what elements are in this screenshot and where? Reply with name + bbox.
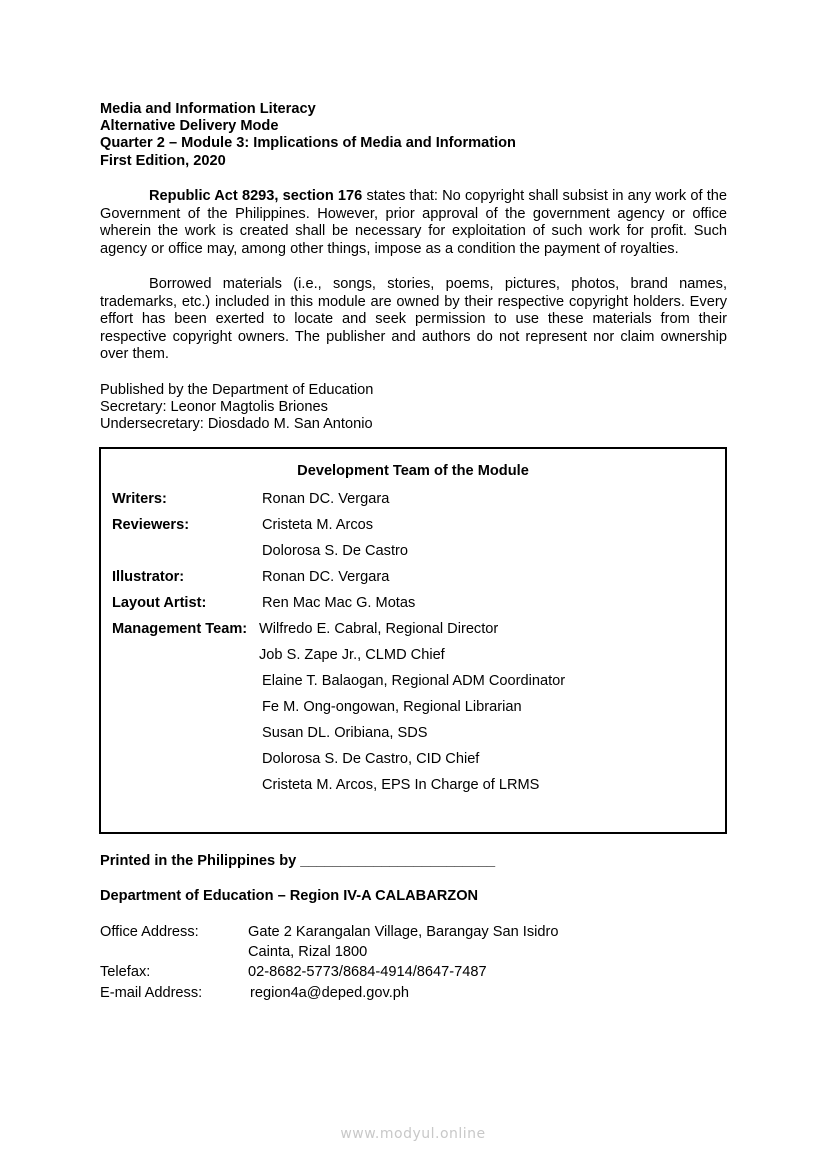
printed-by: Printed in the Philippines by ________________________: [100, 853, 496, 869]
office-address-line2: Cainta, Rizal 1800: [248, 944, 368, 960]
undersecretary: Undersecretary: Diosdado M. San Antonio: [100, 416, 373, 432]
copyright-text: states that: No copyright shall subsist in any work of the Government of the Philippines. However, prior approval of the government agency or office wherein the work is created shall be necessary for exploitation of such work for profit. Such agency or office may, among other things, impose as a condition the payment of royalties.: [100, 188, 727, 257]
watermark: www.modyul.online: [340, 1126, 486, 1142]
team-member: Ronan DC. Vergara: [262, 491, 390, 507]
deped-region: Department of Education – Region IV-A CALABARZON: [100, 888, 479, 904]
development-team-title: Development Team of the Module: [297, 463, 529, 479]
team-role-label: Writers:: [112, 491, 167, 507]
team-member: Susan DL. Oribiana, SDS: [262, 725, 428, 741]
team-role-label: Illustrator:: [112, 569, 185, 585]
development-team-box: [99, 447, 727, 834]
team-member: Dolorosa S. De Castro: [262, 543, 408, 559]
office-address-line1: Gate 2 Karangalan Village, Barangay San Isidro: [248, 924, 559, 940]
team-member: Fe M. Ong-ongowan, Regional Librarian: [262, 699, 522, 715]
published-by: Published by the Department of Education: [100, 382, 374, 398]
telefax-label: Telefax:: [100, 964, 151, 980]
subject-title: Media and Information Literacy: [100, 101, 316, 117]
team-member: Elaine T. Balaogan, Regional ADM Coordinator: [262, 673, 566, 689]
secretary: Secretary: Leonor Magtolis Briones: [100, 399, 328, 415]
team-member: Cristeta M. Arcos, EPS In Charge of LRMS: [262, 777, 540, 793]
email-label: E-mail Address:: [100, 985, 203, 1001]
team-member: Dolorosa S. De Castro, CID Chief: [262, 751, 480, 767]
copyright-law-ref: Republic Act 8293, section 176: [149, 188, 363, 204]
email-value[interactable]: region4a@deped.gov.ph: [250, 985, 409, 1001]
team-member: Wilfredo E. Cabral, Regional Director: [259, 621, 499, 637]
team-member: Ronan DC. Vergara: [262, 569, 390, 585]
team-role-label: Management Team:: [112, 621, 248, 637]
team-member: Ren Mac Mac G. Motas: [262, 595, 416, 611]
telefax-value: 02-8682-5773/8684-4914/8647-7487: [248, 964, 487, 980]
edition: First Edition, 2020: [100, 153, 226, 169]
team-role-label: Layout Artist:: [112, 595, 207, 611]
borrowed-materials-paragraph: [100, 276, 727, 364]
module-title: Quarter 2 – Module 3: Implications of Media and Information: [100, 135, 516, 151]
delivery-mode: Alternative Delivery Mode: [100, 118, 279, 134]
team-role-label: Reviewers:: [112, 517, 190, 533]
team-member: Cristeta M. Arcos: [262, 517, 374, 533]
office-address-label: Office Address:: [100, 924, 199, 940]
copyright-paragraph: [100, 188, 727, 258]
borrowed-text: Borrowed materials (i.e., songs, stories, poems, pictures, photos, brand names, trademarks, etc.) included in this module are owned by their respective copyright holders. Every effort has been exerted to locate and seek permission to use these materials from their respective copyright owners. The publisher and authors do not represent nor claim ownership over them.: [100, 276, 727, 363]
team-member: Job S. Zape Jr., CLMD Chief: [259, 647, 445, 663]
